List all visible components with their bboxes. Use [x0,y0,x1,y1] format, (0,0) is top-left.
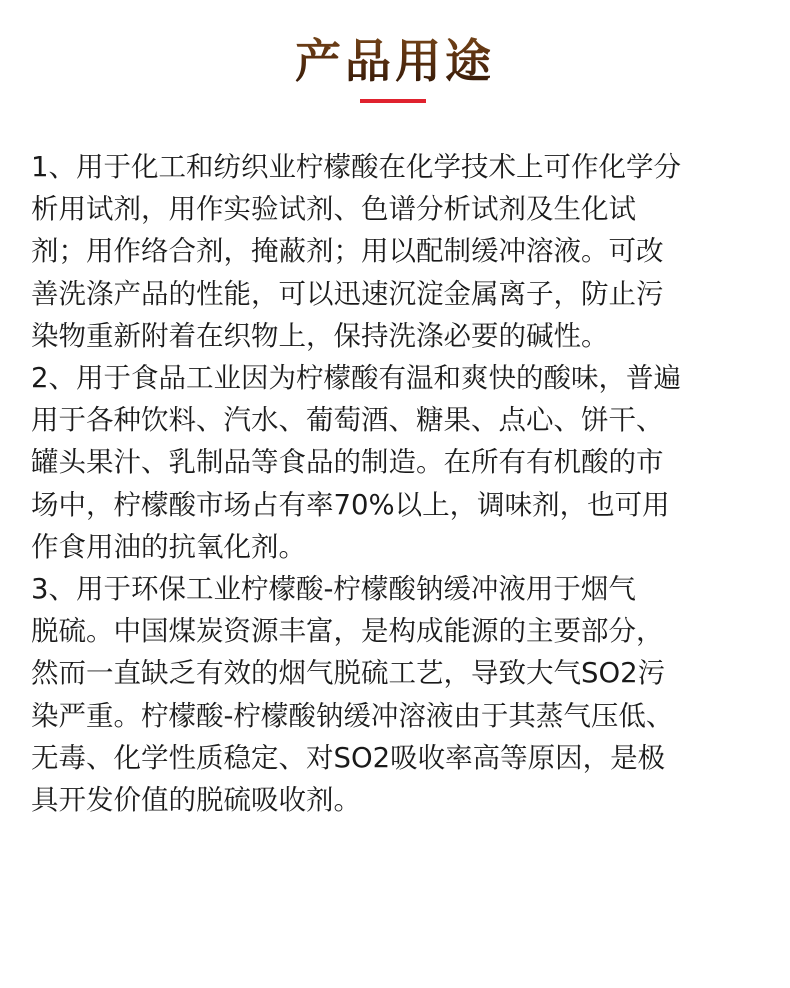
text-line: 罐头果汁、乳制品等食品的制造。在所有有机酸的市 [31,446,664,479]
text-line: 作食用油的抗氧化剂。 [31,530,306,563]
text-line: 析用试剂，用作实验试剂、色谱分析试剂及生化试 [31,193,636,226]
text-line: 3、用于环保工业柠檬酸-柠檬酸钠缓冲液用于烟气 [31,573,636,606]
page-title: 产品用途 [0,30,790,92]
text-line: 剂；用作络合剂，掩蔽剂；用以配制缓冲溶液。可改 [31,235,664,268]
text-line: 善洗涤产品的性能，可以迅速沉淀金属离子，防止污 [31,277,664,310]
text-line: 脱硫。中国煤炭资源丰富，是构成能源的主要部分， [31,615,664,648]
text-line: 1、用于化工和纺织业柠檬酸在化学技术上可作化学分 [31,151,681,183]
usage-description [31,146,771,821]
text-line: 用于各种饮料、汽水、葡萄酒、糖果、点心、饼干、 [31,404,664,437]
text-line: 场中，柠檬酸市场占有率70%以上，调味剂，也可用 [31,488,670,521]
text-line: 染严重。柠檬酸-柠檬酸钠缓冲溶液由于其蒸气压低、 [31,699,674,732]
text-line: 然而一直缺乏有效的烟气脱硫工艺，导致大气SO2污 [31,657,666,690]
text-line: 染物重新附着在织物上，保持洗涤必要的碱性。 [31,319,609,352]
title-underline [360,99,426,103]
text-line: 2、用于食品工业因为柠檬酸有温和爽快的酸味，普遍 [31,362,681,395]
text-line: 具开发价值的脱硫吸收剂。 [31,784,361,817]
text-line: 无毒、化学性质稳定、对SO2吸收率高等原因，是极 [31,741,666,774]
